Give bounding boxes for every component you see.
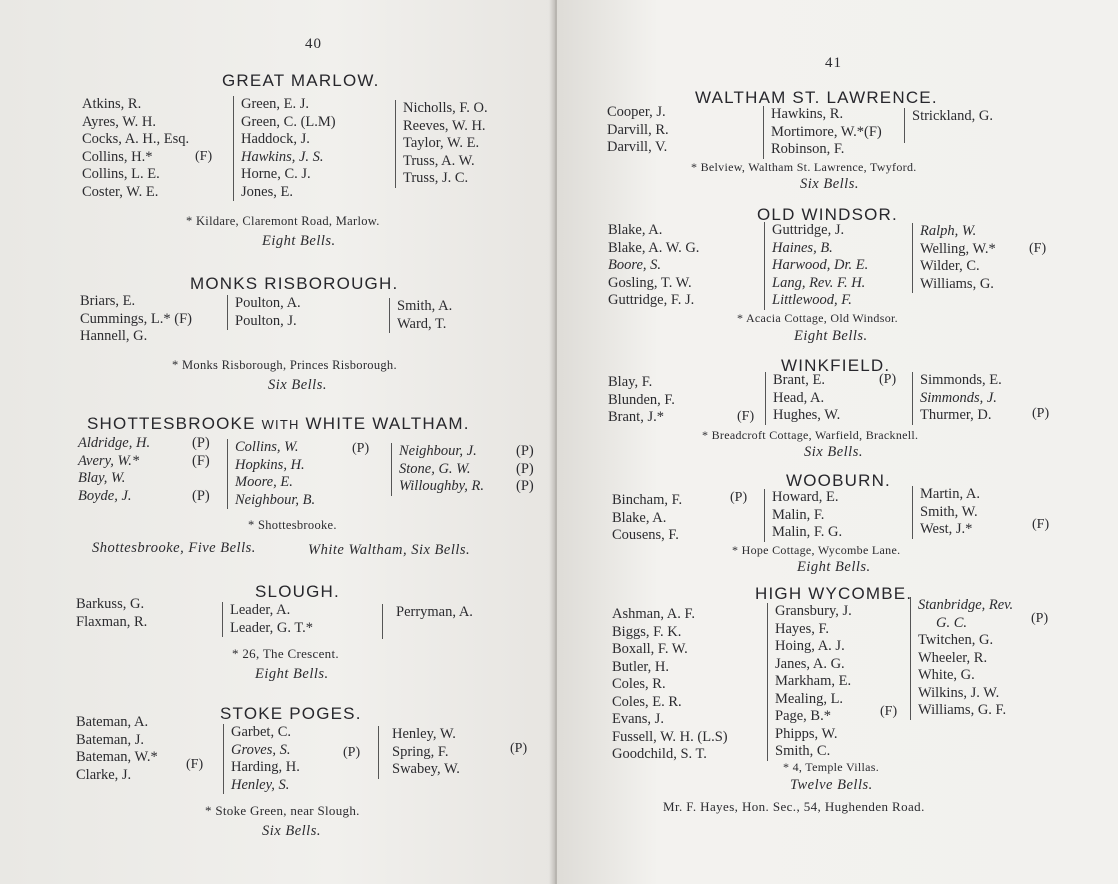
- bells-count: Six Bells.: [262, 823, 321, 839]
- bells-count: Six Bells.: [804, 444, 863, 460]
- ringer-mark: (P): [1032, 406, 1050, 421]
- bells-count: Six Bells.: [800, 176, 859, 192]
- section-heading-wooburn: WOOBURN.: [786, 471, 891, 490]
- right-page: [557, 0, 1118, 884]
- column-names-3: Martin, A. Smith, W. West, J.*: [912, 486, 980, 539]
- column-names-3: Nicholls, F. O. Reeves, W. H. Taylor, W. E. Truss, A. W. Truss, J. C.: [395, 100, 488, 188]
- ringer-mark: (P): [352, 441, 370, 456]
- bells-count: Eight Bells.: [797, 559, 871, 575]
- bells-count: Six Bells.: [268, 377, 327, 393]
- column-names-3: Ralph, W. Welling, W.* Wilder, C. Williams, G.: [912, 223, 996, 293]
- tower-address: * Breadcroft Cottage, Warfield, Bracknell.: [702, 428, 919, 442]
- tower-address: * 26, The Crescent.: [232, 646, 339, 661]
- tower-address: * Kildare, Claremont Road, Marlow.: [186, 214, 380, 228]
- tower-address: * Monks Risborough, Princes Risborough.: [172, 358, 397, 372]
- ringer-mark: (P): [730, 490, 748, 505]
- bells-count: White Waltham, Six Bells.: [308, 542, 471, 558]
- column-names-3: Simmonds, E. Simmonds, J. Thurmer, D.: [912, 372, 1002, 425]
- honorary-secretary: Mr. F. Hayes, Hon. Sec., 54, Hughenden Road.: [663, 799, 925, 814]
- page-number: 40: [305, 36, 322, 52]
- section-heading-slough: SLOUGH.: [255, 582, 340, 601]
- column-names-3: Henley, W. Spring, F. Swabey, W.: [378, 726, 460, 779]
- column-names-2: Poulton, A. Poulton, J.: [227, 295, 301, 330]
- column-names-1: Bincham, F. Blake, A. Cousens, F.: [612, 492, 683, 543]
- column-names-2: Hawkins, R. Mortimore, W.*(F) Robinson, F.: [763, 106, 882, 159]
- left-page: [0, 0, 555, 884]
- column-names-1: Blake, A. Blake, A. W. G. Boore, S. Gosling, T. W. Guttridge, F. J.: [608, 222, 700, 308]
- column-names-3: Stanbridge, Rev. G. C. Twitchen, G. Wheeler, R. White, G. Wilkins, J. W. Williams, G. F.: [910, 597, 1013, 720]
- column-names-1: Barkuss, G. Flaxman, R.: [76, 596, 148, 630]
- column-names-1: Aldridge, H. Avery, W.* Blay, W. Boyde, J.: [78, 435, 151, 504]
- column-names-2: Garbet, C. Groves, S. Harding, H. Henley, S.: [223, 724, 300, 794]
- column-names-1: Bateman, A. Bateman, J. Bateman, W.* Clarke, J.: [76, 714, 158, 783]
- column-names-2: Guttridge, J. Haines, B. Harwood, Dr. E. Lang, Rev. F. H. Littlewood, F.: [764, 222, 868, 310]
- tower-address: * Hope Cottage, Wycombe Lane.: [732, 543, 901, 557]
- ringer-mark: (F): [186, 757, 204, 772]
- ringer-mark: (P): [879, 372, 897, 387]
- column-names-3: Strickland, G.: [904, 108, 993, 143]
- column-names-1: Cooper, J. Darvill, R. Darvill, V.: [607, 104, 669, 155]
- column-names-1: Ashman, A. F. Biggs, F. K. Boxall, F. W. Butler, H. Coles, R. Coles, E. R. Evans, J. Fussell, W. H. (L.S) Goodchild, S. T.: [612, 606, 728, 762]
- bells-count: Shottesbrooke, Five Bells.: [92, 540, 256, 556]
- bells-count: Eight Bells.: [262, 233, 336, 249]
- column-names-2: Howard, E. Malin, F. Malin, F. G.: [764, 489, 842, 542]
- bells-count: Eight Bells.: [255, 666, 329, 682]
- ringer-mark: (F): [737, 409, 755, 424]
- column-names-1: Atkins, R. Ayres, W. H. Cocks, A. H., Esq. Collins, H.* Collins, L. E. Coster, W. E.: [82, 96, 190, 200]
- tower-address: * Shottesbrooke.: [248, 518, 337, 532]
- column-names-1: Briars, E. Cummings, L.* (F) Hannell, G.: [80, 293, 192, 344]
- column-names-3: Neighbour, J. Stone, G. W. Willoughby, R.: [391, 443, 484, 496]
- section-heading-monks-risborough: MONKS RISBOROUGH.: [190, 274, 399, 293]
- section-heading-old-windsor: OLD WINDSOR.: [757, 205, 898, 224]
- tower-address: * Stoke Green, near Slough.: [205, 803, 360, 818]
- bells-count: Eight Bells.: [794, 328, 868, 344]
- tower-address: * 4, Temple Villas.: [783, 760, 880, 774]
- column-names-3: Perryman, A.: [382, 604, 473, 639]
- column-names-1: Blay, F. Blunden, F. Brant, J.*: [608, 374, 675, 425]
- section-heading-waltham-st-lawrence: WALTHAM ST. LAWRENCE.: [695, 88, 938, 107]
- bells-count: Twelve Bells.: [790, 777, 873, 793]
- page-number: 41: [825, 55, 842, 71]
- tower-address: * Belview, Waltham St. Lawrence, Twyford.: [691, 160, 917, 174]
- ringer-marks: (P) (F) (P): [192, 435, 210, 504]
- column-names-2: Green, E. J. Green, C. (L.M) Haddock, J. Hawkins, J. S. Horne, C. J. Jones, E.: [233, 96, 336, 201]
- section-heading-winkfield: WINKFIELD.: [781, 356, 891, 375]
- ringer-mark: (F): [880, 704, 898, 719]
- column-names-2: Gransbury, J. Hayes, F. Hoing, A. J. Janes, A. G. Markham, E. Mealing, L. Page, B.* Phipps, W. Smith, C.: [767, 603, 852, 761]
- ringer-mark: (F): [1032, 517, 1050, 532]
- column-names-2: Collins, W. Hopkins, H. Moore, E. Neighbour, B.: [227, 439, 315, 509]
- column-names-2: Leader, A. Leader, G. T.*: [222, 602, 313, 637]
- ringer-mark: (F): [1029, 241, 1047, 256]
- section-heading-shottesbrooke: SHOTTESBROOKE WITH WHITE WALTHAM.: [87, 414, 470, 433]
- section-heading-great-marlow: GREAT MARLOW.: [222, 71, 380, 90]
- section-heading-stoke-poges: STOKE POGES.: [220, 704, 362, 723]
- tower-address: * Acacia Cottage, Old Windsor.: [737, 311, 898, 325]
- ringer-mark: (P): [510, 741, 528, 756]
- section-heading-high-wycombe: HIGH WYCOMBE.: [755, 584, 913, 603]
- ringer-mark: (F): [195, 149, 213, 164]
- ringer-mark: (P): [1031, 611, 1049, 626]
- ringer-marks: (P) (P) (P): [516, 443, 534, 494]
- column-names-2: Brant, E. Head, A. Hughes, W.: [765, 372, 840, 425]
- ringer-mark: (P): [343, 745, 361, 760]
- column-names-3: Smith, A. Ward, T.: [389, 298, 452, 333]
